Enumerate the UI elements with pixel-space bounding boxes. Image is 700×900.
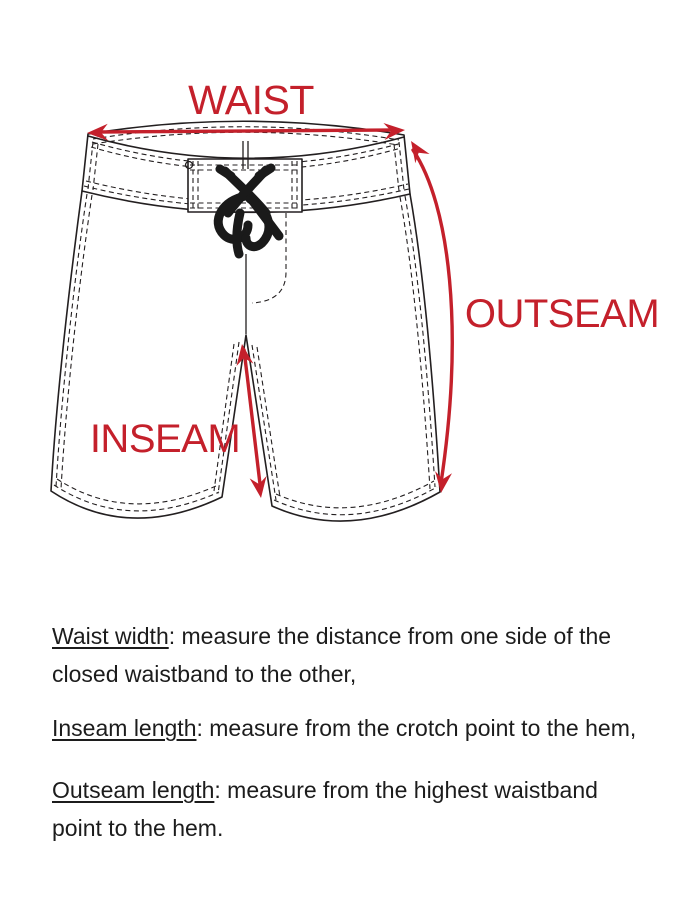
term-inseam-length: Inseam length [52,715,197,741]
instruction-outseam-length [52,771,598,847]
instruction-waist-width [52,617,611,693]
instruction-line [52,771,598,809]
instruction-text: : measure the distance from one side of the [168,623,612,649]
instruction-line [52,617,611,655]
instruction-text: : measure from the crotch point to the hem, [196,715,637,741]
instruction-text: : measure from the highest waistband [214,777,598,803]
shorts-illustration [51,121,440,521]
term-outseam-length: Outseam length [52,777,215,803]
waist-label: WAIST [188,77,314,123]
outseam-label: OUTSEAM [464,292,660,336]
inseam-label: INSEAM [89,417,241,461]
instruction-line: point to the hem. [52,815,224,841]
instruction-line [52,709,636,747]
instruction-line: closed waistband to the other, [52,661,357,687]
instruction-inseam-length [52,709,636,747]
term-waist-width: Waist width [52,623,169,649]
